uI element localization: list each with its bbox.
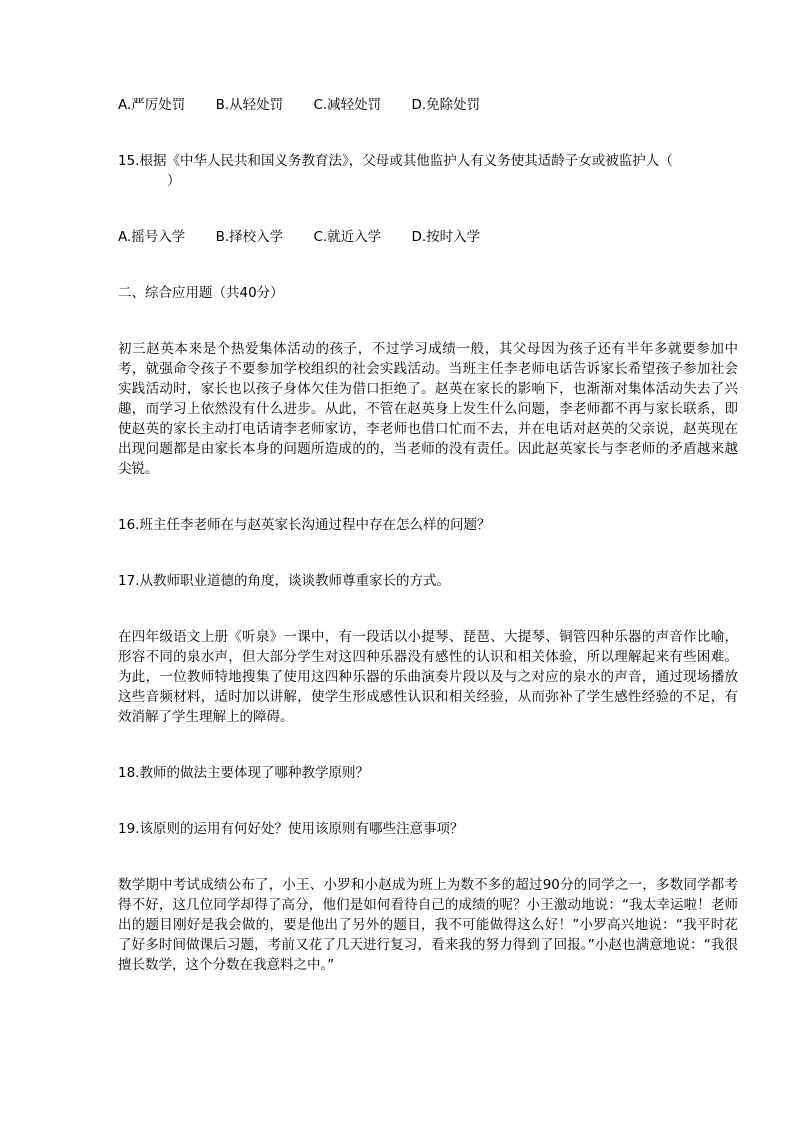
q15-option-a: A.摇号入学 <box>118 229 186 245</box>
section-title: 二、综合应用题（共40分） <box>118 285 284 301</box>
q15-options <box>118 227 506 247</box>
q14-options <box>118 95 506 115</box>
question-17: 17.从教师职业道德的角度，谈谈教师尊重家长的方式。 <box>118 573 450 589</box>
q15-stem-blank: ） <box>167 173 181 189</box>
question-16: 16.班主任李老师在与赵英家长沟通过程中存在怎么样的问题？ <box>118 517 491 533</box>
question-19: 19.该原则的运用有何好处？使用该原则有哪些注意事项？ <box>118 821 464 837</box>
q15-option-d: D.按时入学 <box>411 229 481 245</box>
q14-option-d: D.免除处罚 <box>411 97 481 113</box>
q15-option-c: C.就近入学 <box>313 229 382 245</box>
question-18: 18.教师的做法主要体现了哪种教学原则？ <box>118 765 369 781</box>
case2-paragraph: 在四年级语文上册《听泉》一课中，有一段话以小提琴、琵琶、大提琴、铜管四种乐器的声音作比喻，形容不同的泉水声，但大部分学生对这四种乐器没有感性的认识和相关体验，所以理解起来有些困难。为此，一位教师特地搜集了使用这四种乐器的乐曲演奏片段以及与之对应的泉水的声音，通过现场播放这些音频材料，适时加以讲解，使学生形成感性认识和相关经验，从而弥补了学生感性经验的不足，有效消解了学生理解上的障碍。 <box>118 629 738 725</box>
q14-option-c: C.减轻处罚 <box>313 97 382 113</box>
q15-stem: 15.根据《中华人民共和国义务教育法》，父母或其他监护人有义务使其适龄子女或被监护人（ <box>118 153 673 169</box>
case1-paragraph: 初三赵英本来是个热爱集体活动的孩子，不过学习成绩一般，其父母因为孩子还有半年多就要参加中考，就强命令孩子不要参加学校组织的社会实践活动。当班主任李老师电话告诉家长希望孩子参加社会实践活动时，家长也以孩子身体欠佳为借口拒绝了。赵英在家长的影响下，也渐渐对集体活动失去了兴趣，而学习上依然没有什么进步。从此，不管在赵英身上发生什么问题，李老师都不再与家长联系，即使赵英的家长主动打电话请李老师家访，李老师也借口忙而不去，并在电话对赵英的父亲说，赵英现在出现问题都是由家长本身的问题所造成的的，当老师的没有责任。因此赵英家长与李老师的矛盾越来越尖锐。 <box>118 341 738 477</box>
q14-option-a: A.严厉处罚 <box>118 97 186 113</box>
q14-option-b: B.从轻处罚 <box>215 97 284 113</box>
case3-paragraph: 数学期中考试成绩公布了，小王、小罗和小赵成为班上为数不多的超过90分的同学之一，多数同学都考得不好，这几位同学却得了高分，他们是如何看待自己的成绩的呢？小王激动地说：“我太幸运啦！老师出的题目刚好是我会做的，要是他出了另外的题目，我不可能做得这么好！”小罗高兴地说：“我平时花了好多时间做课后习题，考前又花了几天进行复习，看来我的努力得到了回报。”小赵也满意地说：“我很擅长数学，这个分数在我意料之中。” <box>118 877 738 973</box>
q15-option-b: B.择校入学 <box>215 229 284 245</box>
